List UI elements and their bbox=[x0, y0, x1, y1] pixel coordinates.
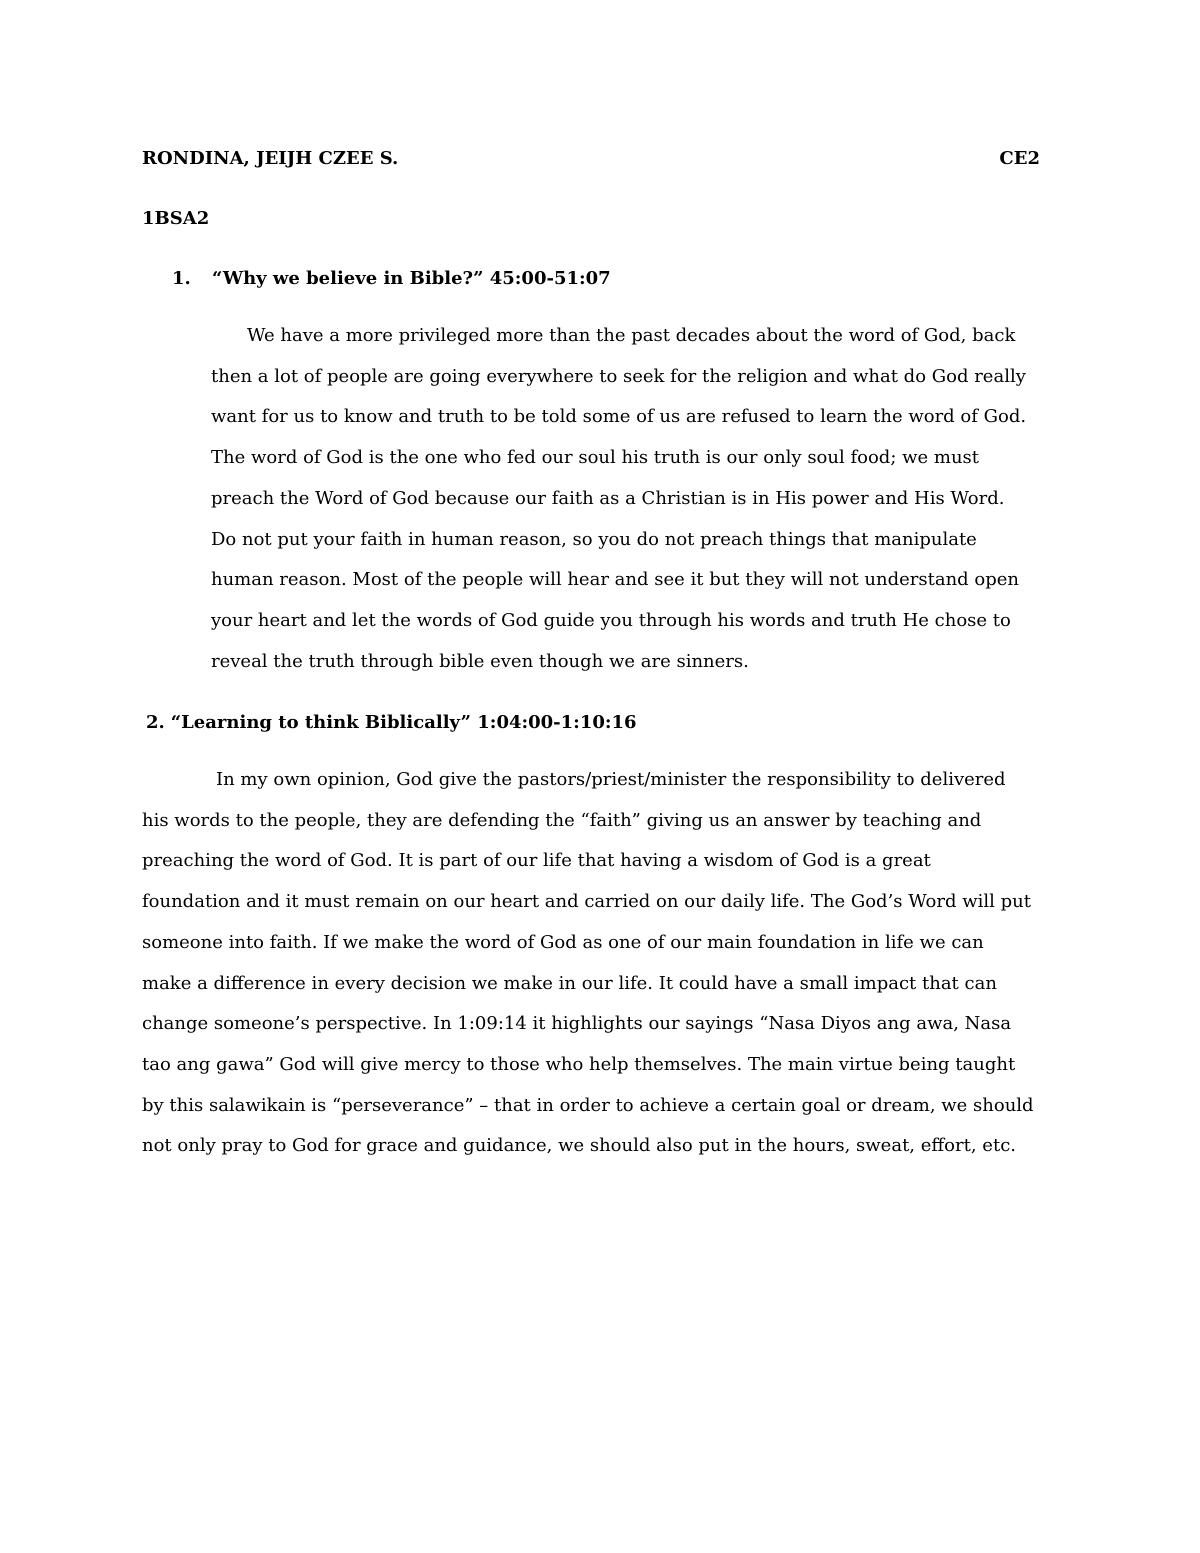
paragraph-line: foundation and it must remain on our heart and carried on our daily life. The God’s Word will put bbox=[142, 891, 1031, 913]
header-row bbox=[142, 144, 1040, 174]
paragraph-line: preaching the word of God. It is part of our life that having a wisdom of God is a great bbox=[142, 850, 931, 872]
section-2-heading bbox=[146, 708, 637, 738]
paragraph-line: preach the Word of God because our faith as a Christian is in His power and His Word. bbox=[211, 487, 1005, 509]
course-code: CE2 bbox=[999, 148, 1040, 169]
paragraph-line: reveal the truth through bible even though we are sinners. bbox=[211, 650, 749, 672]
paragraph-line: by this salawikain is “perseverance” – that in order to achieve a certain goal or dream, we should bbox=[142, 1094, 1034, 1116]
section-1-title: “Why we believe in Bible?” 45:00-51:07 bbox=[212, 268, 611, 289]
section-1-heading bbox=[172, 264, 611, 294]
paragraph-line: human reason. Most of the people will hear and see it but they will not understand open bbox=[211, 569, 1020, 591]
paragraph-line: tao ang gawa” God will give mercy to those who help themselves. The main virtue being taught bbox=[142, 1053, 1016, 1075]
paragraph-line: someone into faith. If we make the word of God as one of our main foundation in life we can bbox=[142, 931, 984, 953]
section-2-title: “Learning to think Biblically” 1:04:00-1:10:16 bbox=[170, 712, 637, 733]
paragraph-line: make a difference in every decision we make in our life. It could have a small impact that can bbox=[142, 972, 997, 994]
section-1-number: 1. bbox=[172, 268, 191, 289]
section-code: 1BSA2 bbox=[142, 208, 210, 229]
paragraph-line: change someone’s perspective. In 1:09:14 it highlights our sayings “Nasa Diyos ang awa, Nasa bbox=[142, 1013, 1012, 1035]
paragraph-line: his words to the people, they are defending the “faith” giving us an answer by teaching and bbox=[142, 809, 982, 831]
paragraph-line: We have a more privileged more than the past decades about the word of God, back bbox=[247, 325, 1016, 346]
paragraph-line: In my own opinion, God give the pastors/priest/minister the responsibility to delivered bbox=[216, 769, 1006, 790]
paragraph-line: not only pray to God for grace and guidance, we should also put in the hours, sweat, effort, etc. bbox=[142, 1135, 1016, 1157]
section-2-number: 2. bbox=[146, 712, 165, 733]
paragraph-line: then a lot of people are going everywhere to seek for the religion and what do God really bbox=[211, 365, 1026, 387]
paragraph-line: want for us to know and truth to be told some of us are refused to learn the word of God. bbox=[211, 406, 1027, 428]
paragraph-line: your heart and let the words of God guide you through his words and truth He chose to bbox=[211, 609, 1011, 631]
section-2-paragraph bbox=[142, 760, 1072, 1167]
section-1-paragraph bbox=[211, 316, 1071, 682]
student-name: RONDINA, JEIJH CZEE S. bbox=[142, 148, 399, 169]
paragraph-line: The word of God is the one who fed our soul his truth is our only soul food; we must bbox=[211, 447, 980, 469]
paragraph-line: Do not put your faith in human reason, so you do not preach things that manipulate bbox=[211, 528, 977, 550]
